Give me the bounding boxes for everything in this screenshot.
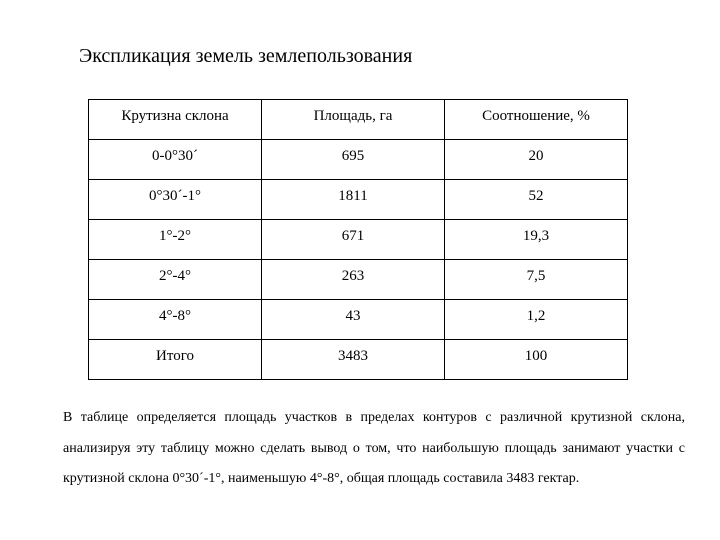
table-row	[89, 220, 628, 260]
cell-slope: 0-0°30´	[89, 140, 262, 180]
cell-slope: 4°-8°	[89, 300, 262, 340]
header-ratio: Соотношение, %	[445, 100, 628, 140]
cell-area: 43	[262, 300, 445, 340]
explication-table-container	[88, 99, 627, 380]
cell-area: 671	[262, 220, 445, 260]
table-header-row	[89, 100, 628, 140]
table-total-row	[89, 340, 628, 380]
cell-area: 695	[262, 140, 445, 180]
cell-ratio: 7,5	[445, 260, 628, 300]
table-row	[89, 180, 628, 220]
header-area: Площадь, га	[262, 100, 445, 140]
header-slope: Крутизна склона	[89, 100, 262, 140]
cell-slope: 0°30´-1°	[89, 180, 262, 220]
conclusion-paragraph: В таблице определяется площадь участков в пределах контуров с различной крутизной склона, анализируя эту таблицу можно сделать вывод о том, что наибольшую площадь занимают участки с крутизной склона 0°30´-1°, наименьшую 4°-8°, общая площадь составила 3483 гектар.	[63, 410, 685, 486]
cell-ratio: 20	[445, 140, 628, 180]
cell-slope: 2°-4°	[89, 260, 262, 300]
explication-table	[88, 99, 628, 380]
table-row	[89, 300, 628, 340]
table-row	[89, 260, 628, 300]
cell-total-label: Итого	[89, 340, 262, 380]
cell-slope: 1°-2°	[89, 220, 262, 260]
cell-area: 1811	[262, 180, 445, 220]
page-title: Экспликация земель землепользования	[79, 45, 413, 67]
cell-ratio: 52	[445, 180, 628, 220]
table-row	[89, 140, 628, 180]
cell-ratio: 1,2	[445, 300, 628, 340]
cell-total-ratio: 100	[445, 340, 628, 380]
cell-total-area: 3483	[262, 340, 445, 380]
cell-area: 263	[262, 260, 445, 300]
cell-ratio: 19,3	[445, 220, 628, 260]
